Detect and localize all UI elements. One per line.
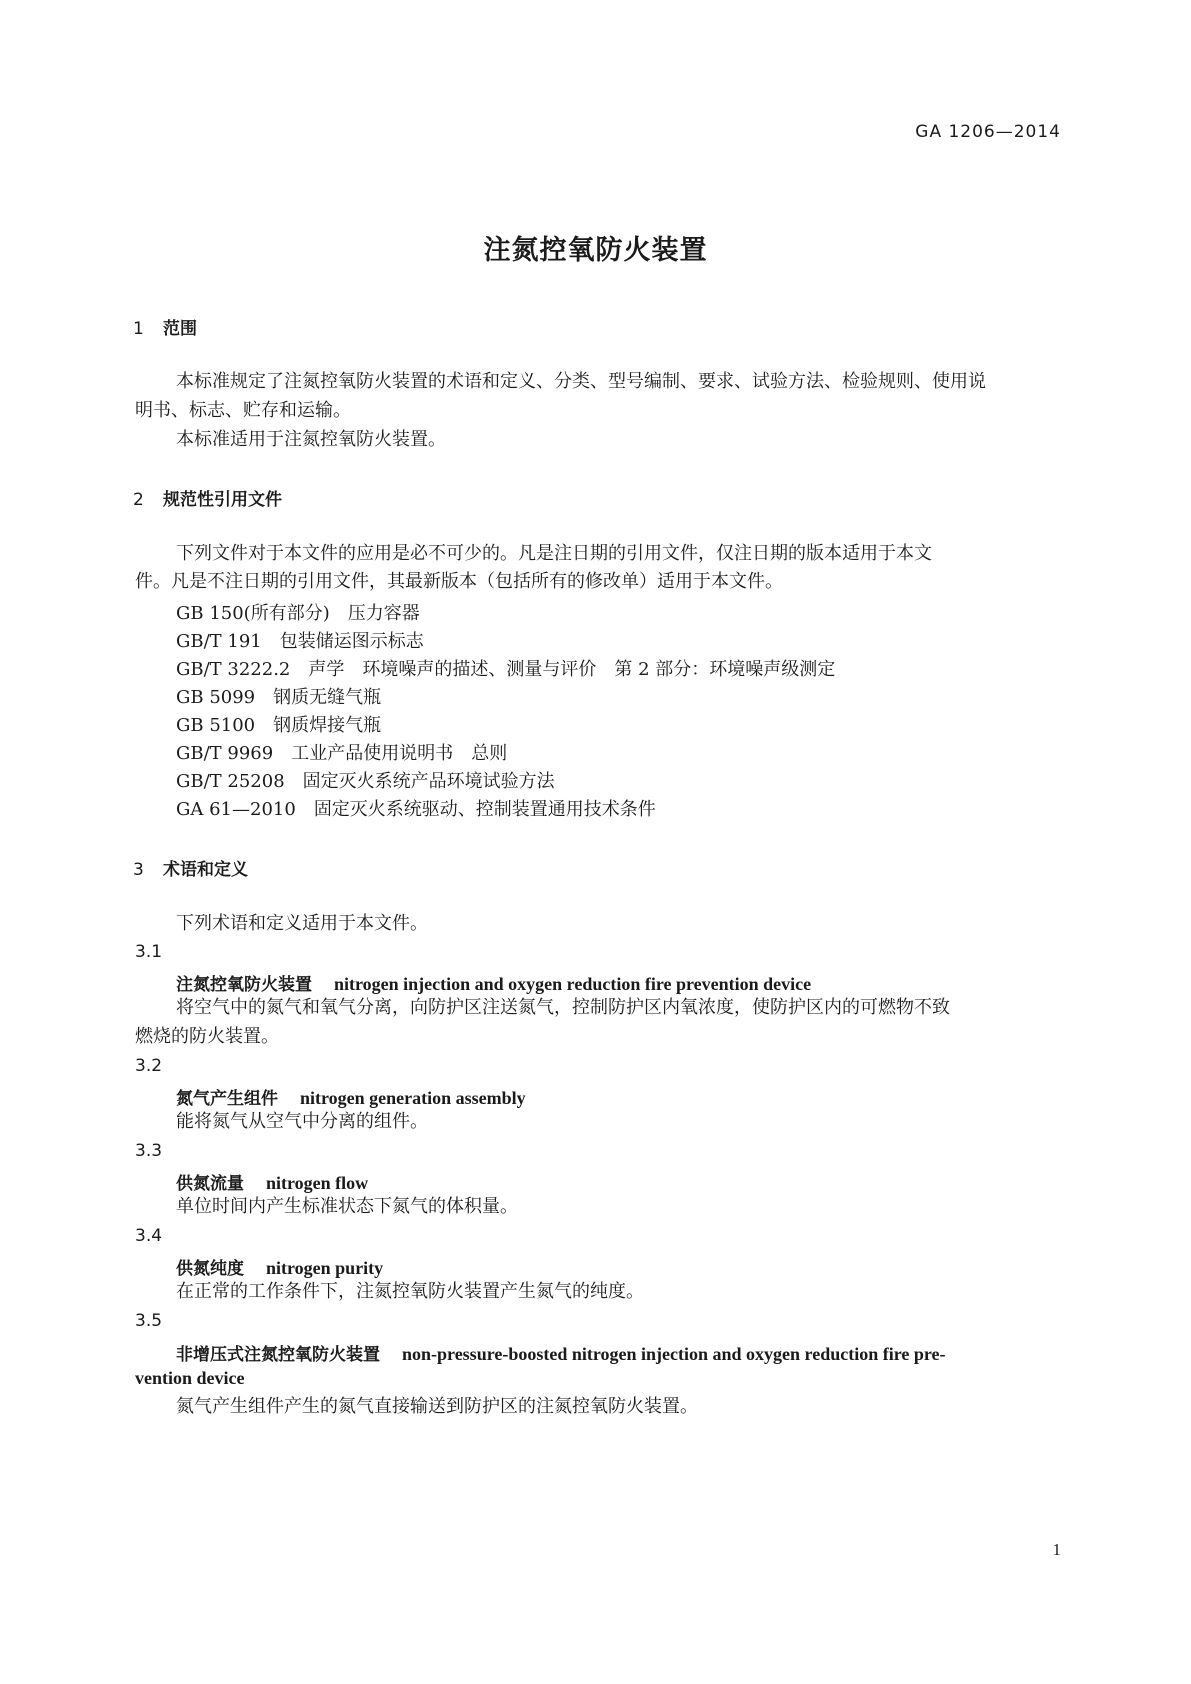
section-number: 3	[133, 860, 144, 880]
term-english-continued: vention device	[135, 1368, 245, 1388]
reference-code: GB/T 9969	[176, 743, 274, 764]
reference-code: GB 5099	[176, 687, 256, 708]
reference-code: GB/T 3222.2	[176, 659, 291, 680]
reference-title: 钢质无缝气瓶	[273, 687, 382, 708]
term-chinese: 供氮流量	[176, 1174, 244, 1194]
reference-title: 压力容器	[347, 603, 420, 624]
reference-item	[176, 627, 424, 653]
definition-line: 能将氮气从空气中分离的组件。	[176, 1111, 428, 1132]
reference-item	[176, 711, 381, 737]
reference-item	[176, 655, 835, 681]
clause-number: 3.4	[135, 1226, 163, 1246]
paragraph-line: 明书、标志、贮存和运输。	[135, 400, 351, 421]
term-entry	[176, 1254, 383, 1279]
reference-title: 工业产品使用说明书 总则	[291, 743, 508, 764]
term-entry	[176, 1169, 368, 1194]
paragraph-line: 本标准规定了注氮控氧防火装置的术语和定义、分类、型号编制、要求、试验方法、检验规则、使用说	[176, 371, 986, 392]
definition-line: 单位时间内产生标准状态下氮气的体积量。	[176, 1196, 518, 1217]
clause-number: 3.3	[135, 1141, 163, 1161]
reference-code: GB/T 191	[176, 631, 262, 652]
reference-code: GB/T 25208	[176, 771, 285, 792]
clause-number: 3.1	[135, 942, 163, 962]
definition-line: 在正常的工作条件下，注氮控氧防火装置产生氮气的纯度。	[176, 1281, 644, 1302]
definition-line: 燃烧的防火装置。	[135, 1026, 279, 1047]
reference-title: 钢质焊接气瓶	[273, 715, 382, 736]
section-3-heading	[133, 855, 248, 880]
reference-title: 包装储运图示标志	[279, 631, 424, 652]
standard-code: GA 1206—2014	[915, 122, 1061, 142]
paragraph-line: 下列文件对于本文件的应用是必不可少的。凡是注日期的引用文件，仅注日期的版本适用于本文	[176, 543, 932, 564]
term-entry	[176, 1340, 946, 1365]
term-english: nitrogen generation assembly	[300, 1088, 526, 1108]
clause-number: 3.2	[135, 1056, 163, 1076]
document-title: 注氮控氧防火装置	[483, 235, 708, 266]
reference-item	[176, 739, 507, 765]
reference-item	[176, 767, 555, 793]
definition-line: 氮气产生组件产生的氮气直接输送到防护区的注氮控氧防火装置。	[176, 1396, 698, 1417]
clause-number: 3.5	[135, 1311, 163, 1331]
section-title: 术语和定义	[163, 860, 248, 880]
term-english: nitrogen flow	[266, 1173, 369, 1193]
reference-title: 固定灭火系统产品环境试验方法	[302, 771, 555, 792]
term-entry	[176, 1084, 526, 1109]
reference-code: GB 150(所有部分)	[176, 603, 330, 624]
paragraph-line: 下列术语和定义适用于本文件。	[176, 913, 428, 934]
reference-item	[176, 683, 381, 709]
section-number: 1	[133, 319, 144, 339]
reference-code: GA 61—2010	[176, 799, 296, 820]
section-title: 范围	[163, 319, 197, 339]
term-english: nitrogen injection and oxygen reduction fire prevention device	[334, 974, 812, 994]
reference-item	[176, 599, 420, 625]
reference-title: 固定灭火系统驱动、控制装置通用技术条件	[313, 799, 656, 820]
reference-code: GB 5100	[176, 715, 256, 736]
definition-line: 将空气中的氮气和氧气分离，向防护区注送氮气，控制防护区内氧浓度，使防护区内的可燃物不致	[176, 997, 950, 1018]
term-chinese: 氮气产生组件	[176, 1089, 278, 1109]
section-number: 2	[133, 490, 144, 510]
page-number: 1	[1052, 1540, 1061, 1559]
section-2-heading	[133, 485, 282, 510]
term-chinese: 供氮纯度	[176, 1259, 244, 1279]
term-chinese: 非增压式注氮控氧防火装置	[176, 1345, 380, 1365]
paragraph-line: 本标准适用于注氮控氧防火装置。	[176, 429, 446, 450]
reference-item	[176, 795, 656, 821]
term-chinese: 注氮控氧防火装置	[176, 975, 312, 995]
paragraph-line: 件。凡是不注日期的引用文件，其最新版本（包括所有的修改单）适用于本文件。	[135, 571, 783, 592]
reference-title: 声学 环境噪声的描述、测量与评价 第 2 部分：环境噪声级测定	[308, 659, 836, 680]
term-english: nitrogen purity	[266, 1258, 384, 1278]
section-1-heading	[133, 314, 197, 339]
section-title: 规范性引用文件	[163, 490, 282, 510]
term-entry	[176, 970, 811, 995]
term-english: non-pressure-boosted nitrogen injection and oxygen reduction fire pre-	[402, 1344, 946, 1364]
